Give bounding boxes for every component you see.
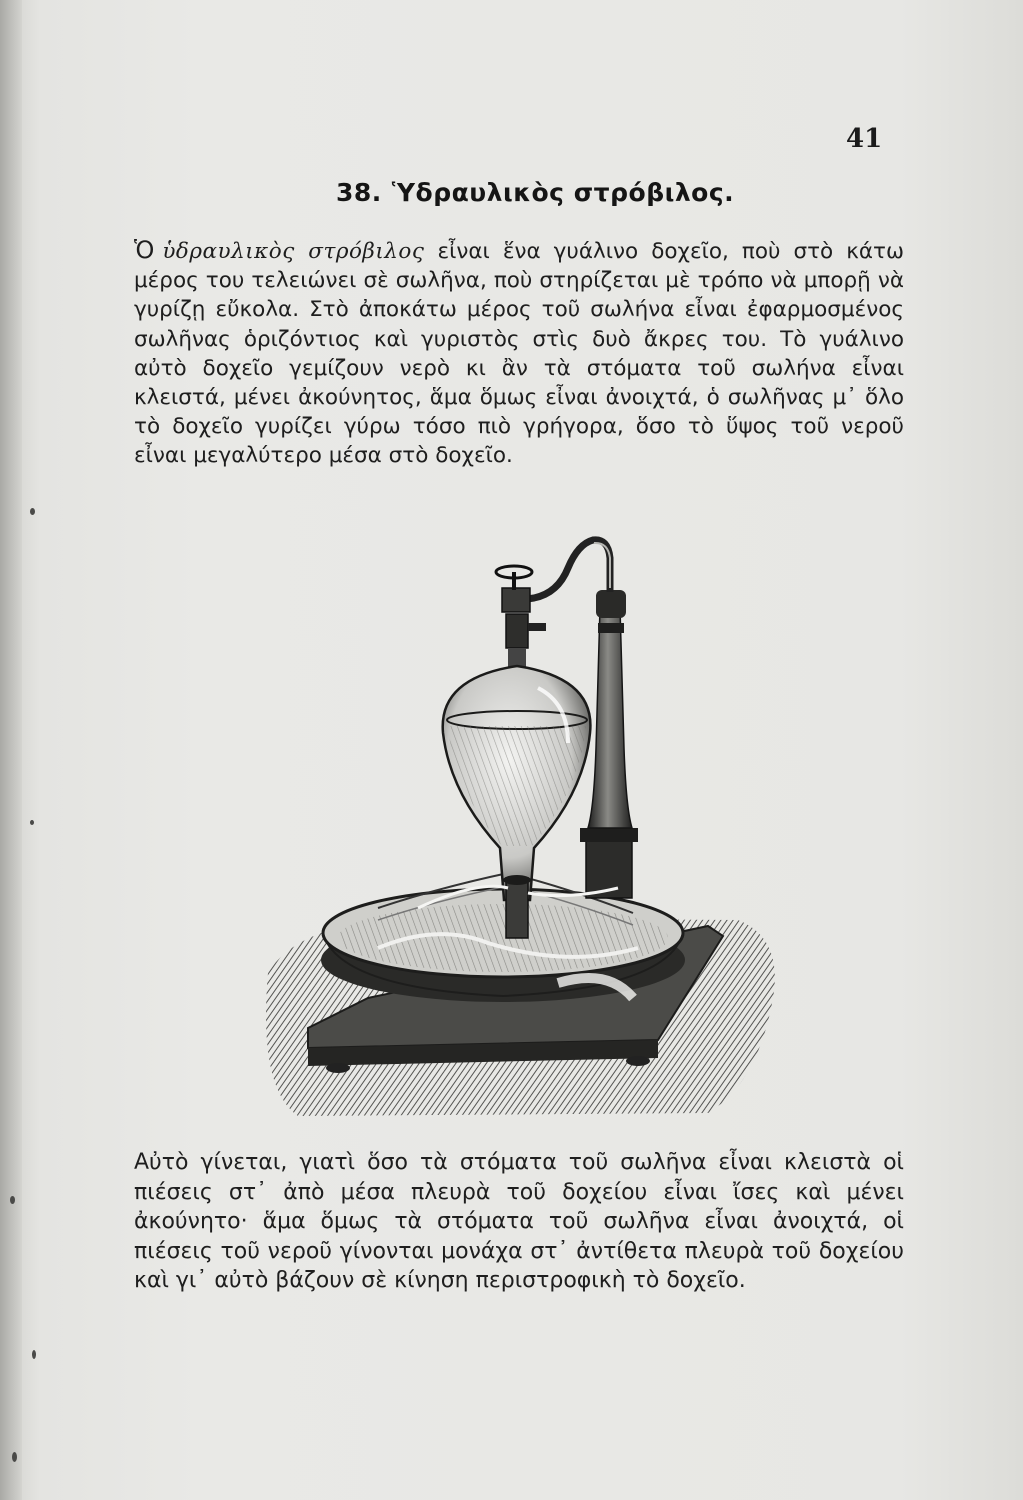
- speck: [10, 1196, 15, 1204]
- pillar-collar: [596, 590, 626, 618]
- pillar-base-top: [580, 828, 638, 842]
- paragraph-body: εἶναι ἕνα γυάλινο δοχεῖο, ποὺ στὸ κάτω μέρος του τελειώνει σὲ σωλῆνα, ποὺ στηρίζεται μὲ τρόπο νὰ μπορῇ νὰ γυρίζῃ εὔκολα. Στὸ ἀποκάτω μέρος τοῦ σωλήνα εἶναι ἐφαρμοσμένος σωλῆνας ὁριζόντιος καὶ γυριστὸς στὶς δυὸ ἄκρες του. Τὸ γυάλινο αὐτὸ δοχεῖο γεμίζουν νερὸ κι ἂν τὰ στόματα τοῦ σωλήνα εἶναι κλειστά, μένει ἀκούνητος, ἅμα ὅμως εἶναι ἀνοιχτά, ὁ σωλῆνας μ᾽ ὅλο τὸ δοχεῖο γυρίζει γύρω τόσο πιὸ γρήγορα, ὅσο τὸ ὕψος τοῦ νεροῦ εἶναι μεγαλύτερο μέσα στὸ δοχεῖο.: [134, 239, 904, 469]
- supply-pipe: [520, 540, 610, 600]
- flask-outlet: [506, 878, 528, 938]
- paragraph-lead-article: Ὁ: [134, 236, 155, 264]
- paragraph-explanation: Αὐτὸ γίνεται, γιατὶ ὅσο τὰ στόματα τοῦ σωλῆνα εἶναι κλειστὰ οἱ πιέσεις στ᾽ ἀπὸ μέσα πλευρὰ τοῦ δοχείου εἶναι ἴσες καὶ μένει ἀκούνητο· ἅμα ὅμως τὰ στόματα τοῦ σωλῆνα εἶναι ἀνοιχτά, οἱ πιέσεις τοῦ νεροῦ γίνονται μονάχα στ᾽ ἀντίθετα πλευρὰ τοῦ δοχείου καὶ γι᾽ αὐτὸ βάζουν σὲ κίνηση περιστροφικὴ τὸ δοχεῖο.: [134, 1150, 904, 1294]
- flask-water: [448, 726, 586, 846]
- section-heading: [336, 178, 734, 207]
- speck: [12, 1452, 17, 1462]
- binding-edge: [0, 0, 22, 1500]
- pillar-column: [588, 608, 632, 828]
- page-number: 41: [846, 124, 883, 154]
- paragraph-term: ὑδραυλικὸς στρόβιλος: [162, 239, 425, 264]
- stopcock-tap: [528, 623, 546, 631]
- pillar-collar: [598, 623, 624, 633]
- section-title: Ὑδραυλικὸς στρόβιλος.: [391, 178, 735, 207]
- hydraulic-turbine-engraving: [238, 528, 798, 1128]
- section-number: 38.: [336, 178, 382, 207]
- basin-water: [338, 904, 668, 972]
- speck: [30, 508, 35, 515]
- flask-outlet-collar: [503, 875, 531, 885]
- base-foot: [326, 1063, 350, 1073]
- stopcock-body: [502, 588, 530, 612]
- paragraph-description: [134, 236, 904, 471]
- stopcock-lower: [506, 614, 528, 648]
- speck: [30, 820, 34, 825]
- base-foot: [626, 1056, 650, 1066]
- speck: [32, 1350, 36, 1359]
